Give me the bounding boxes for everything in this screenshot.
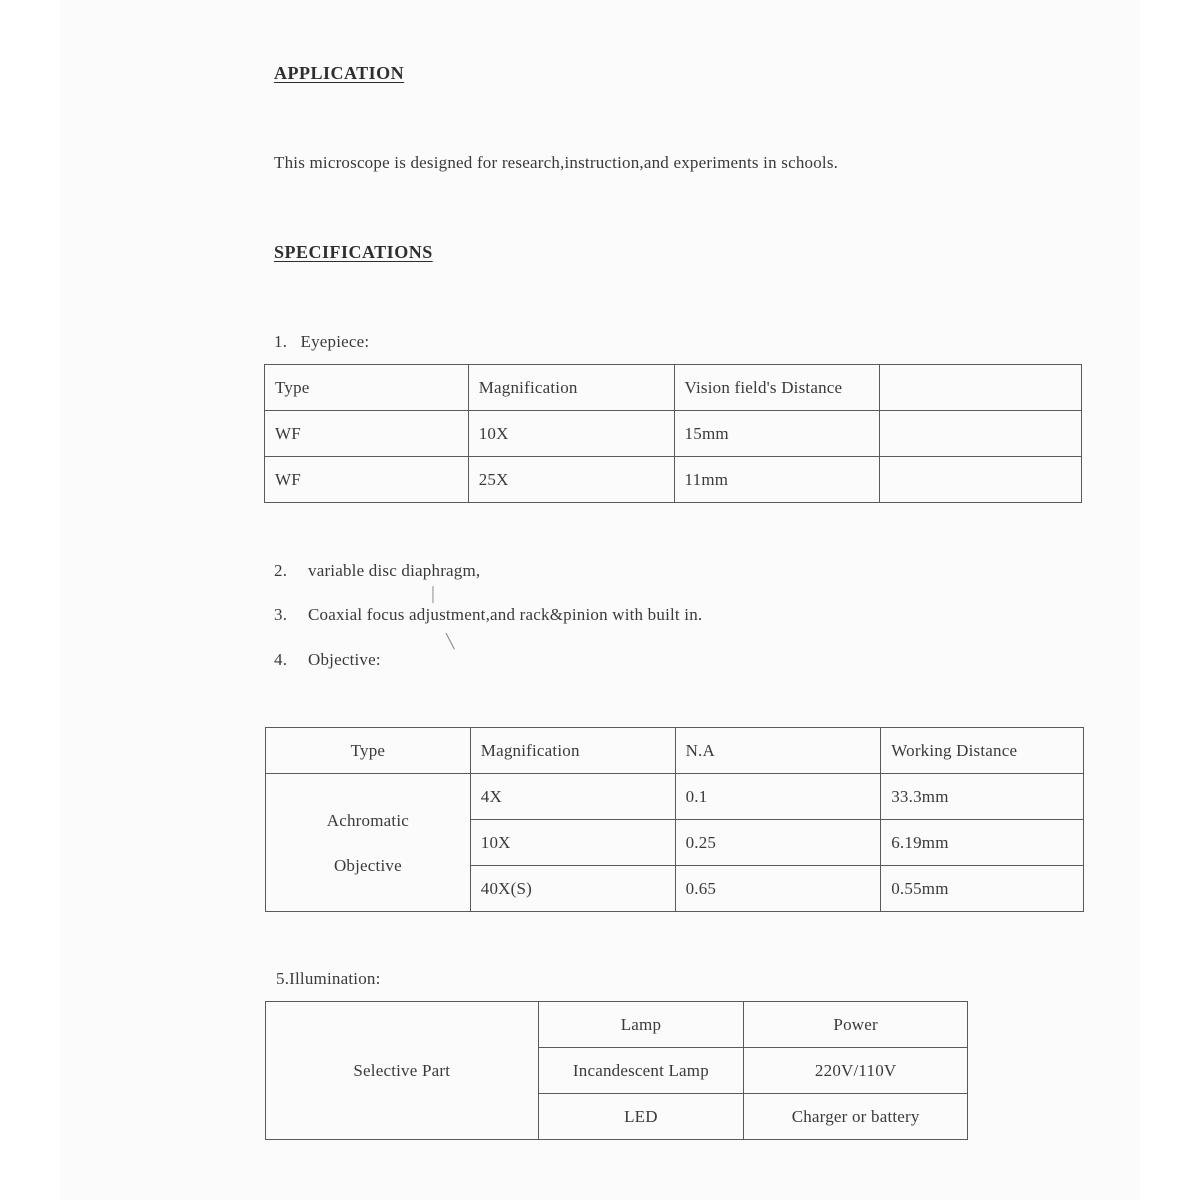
list-item-text: Coaxial focus adjustment,and rack&pinion with built in.: [308, 605, 703, 624]
objective-type-line2: Objective: [333, 855, 402, 875]
list-item-number: 2.: [274, 561, 288, 580]
objective-header-working-distance: Working Distance: [881, 728, 1084, 774]
eyepiece-table: [264, 364, 1082, 503]
objective-type-cell: [266, 774, 471, 912]
eyepiece-cell: 11mm: [674, 457, 880, 503]
objective-cell: 0.65: [675, 866, 881, 912]
list-item: [274, 605, 702, 625]
eyepiece-header-row: [265, 365, 1082, 411]
specifications-heading: SPECIFICATIONS: [274, 242, 433, 262]
eyepiece-header-distance: Vision field's Distance: [674, 365, 880, 411]
objective-cell: 4X: [470, 774, 675, 820]
list-item: [274, 561, 480, 581]
list-item-number: 4.: [274, 650, 288, 669]
illumination-header-lamp: Lamp: [538, 1002, 744, 1048]
objective-cell: 0.1: [675, 774, 881, 820]
illumination-cell: Incandescent Lamp: [538, 1048, 744, 1094]
list-item: [274, 650, 381, 670]
application-heading: APPLICATION: [274, 63, 405, 83]
table-row: [265, 457, 1082, 503]
objective-cell: 33.3mm: [881, 774, 1084, 820]
list-item-number: 3.: [274, 605, 288, 624]
objective-cell: 6.19mm: [881, 820, 1084, 866]
objective-cell: 40X(S): [470, 866, 675, 912]
objective-type-line1: Achromatic: [326, 810, 409, 830]
eyepiece-cell: [880, 411, 1082, 457]
eyepiece-cell: WF: [265, 457, 469, 503]
eyepiece-cell: [880, 457, 1082, 503]
list-item-text: Objective:: [308, 650, 381, 669]
eyepiece-cell: 25X: [468, 457, 674, 503]
objective-cell: 0.25: [675, 820, 881, 866]
application-text: This microscope is designed for research,instruction,and experiments in schools.: [274, 153, 839, 172]
eyepiece-cell: WF: [265, 411, 469, 457]
illumination-part-cell: Selective Part: [266, 1002, 539, 1140]
pen-mark: │: [428, 588, 438, 603]
objective-header-type: Type: [266, 728, 471, 774]
eyepiece-label: 1. Eyepiece:: [274, 332, 370, 351]
illumination-cell: 220V/110V: [744, 1048, 968, 1094]
illumination-label: 5.Illumination:: [276, 969, 381, 988]
eyepiece-header-empty: [880, 365, 1082, 411]
objective-cell: 0.55mm: [881, 866, 1084, 912]
illumination-cell: LED: [538, 1094, 744, 1140]
eyepiece-cell: 10X: [468, 411, 674, 457]
illumination-cell: Charger or battery: [744, 1094, 968, 1140]
objective-header-row: [266, 728, 1084, 774]
illumination-header-power: Power: [744, 1002, 968, 1048]
objective-table: [265, 727, 1084, 912]
objective-header-magnification: Magnification: [470, 728, 675, 774]
eyepiece-header-magnification: Magnification: [468, 365, 674, 411]
list-item-text: variable disc diaphragm,: [308, 561, 481, 580]
pen-mark: ╲: [446, 635, 455, 650]
table-row: [266, 1002, 968, 1048]
table-row: [265, 411, 1082, 457]
objective-cell: 10X: [470, 820, 675, 866]
table-row: [266, 774, 1084, 820]
objective-header-na: N.A: [675, 728, 881, 774]
eyepiece-cell: 15mm: [674, 411, 880, 457]
illumination-table: [265, 1001, 968, 1140]
eyepiece-header-type: Type: [265, 365, 469, 411]
